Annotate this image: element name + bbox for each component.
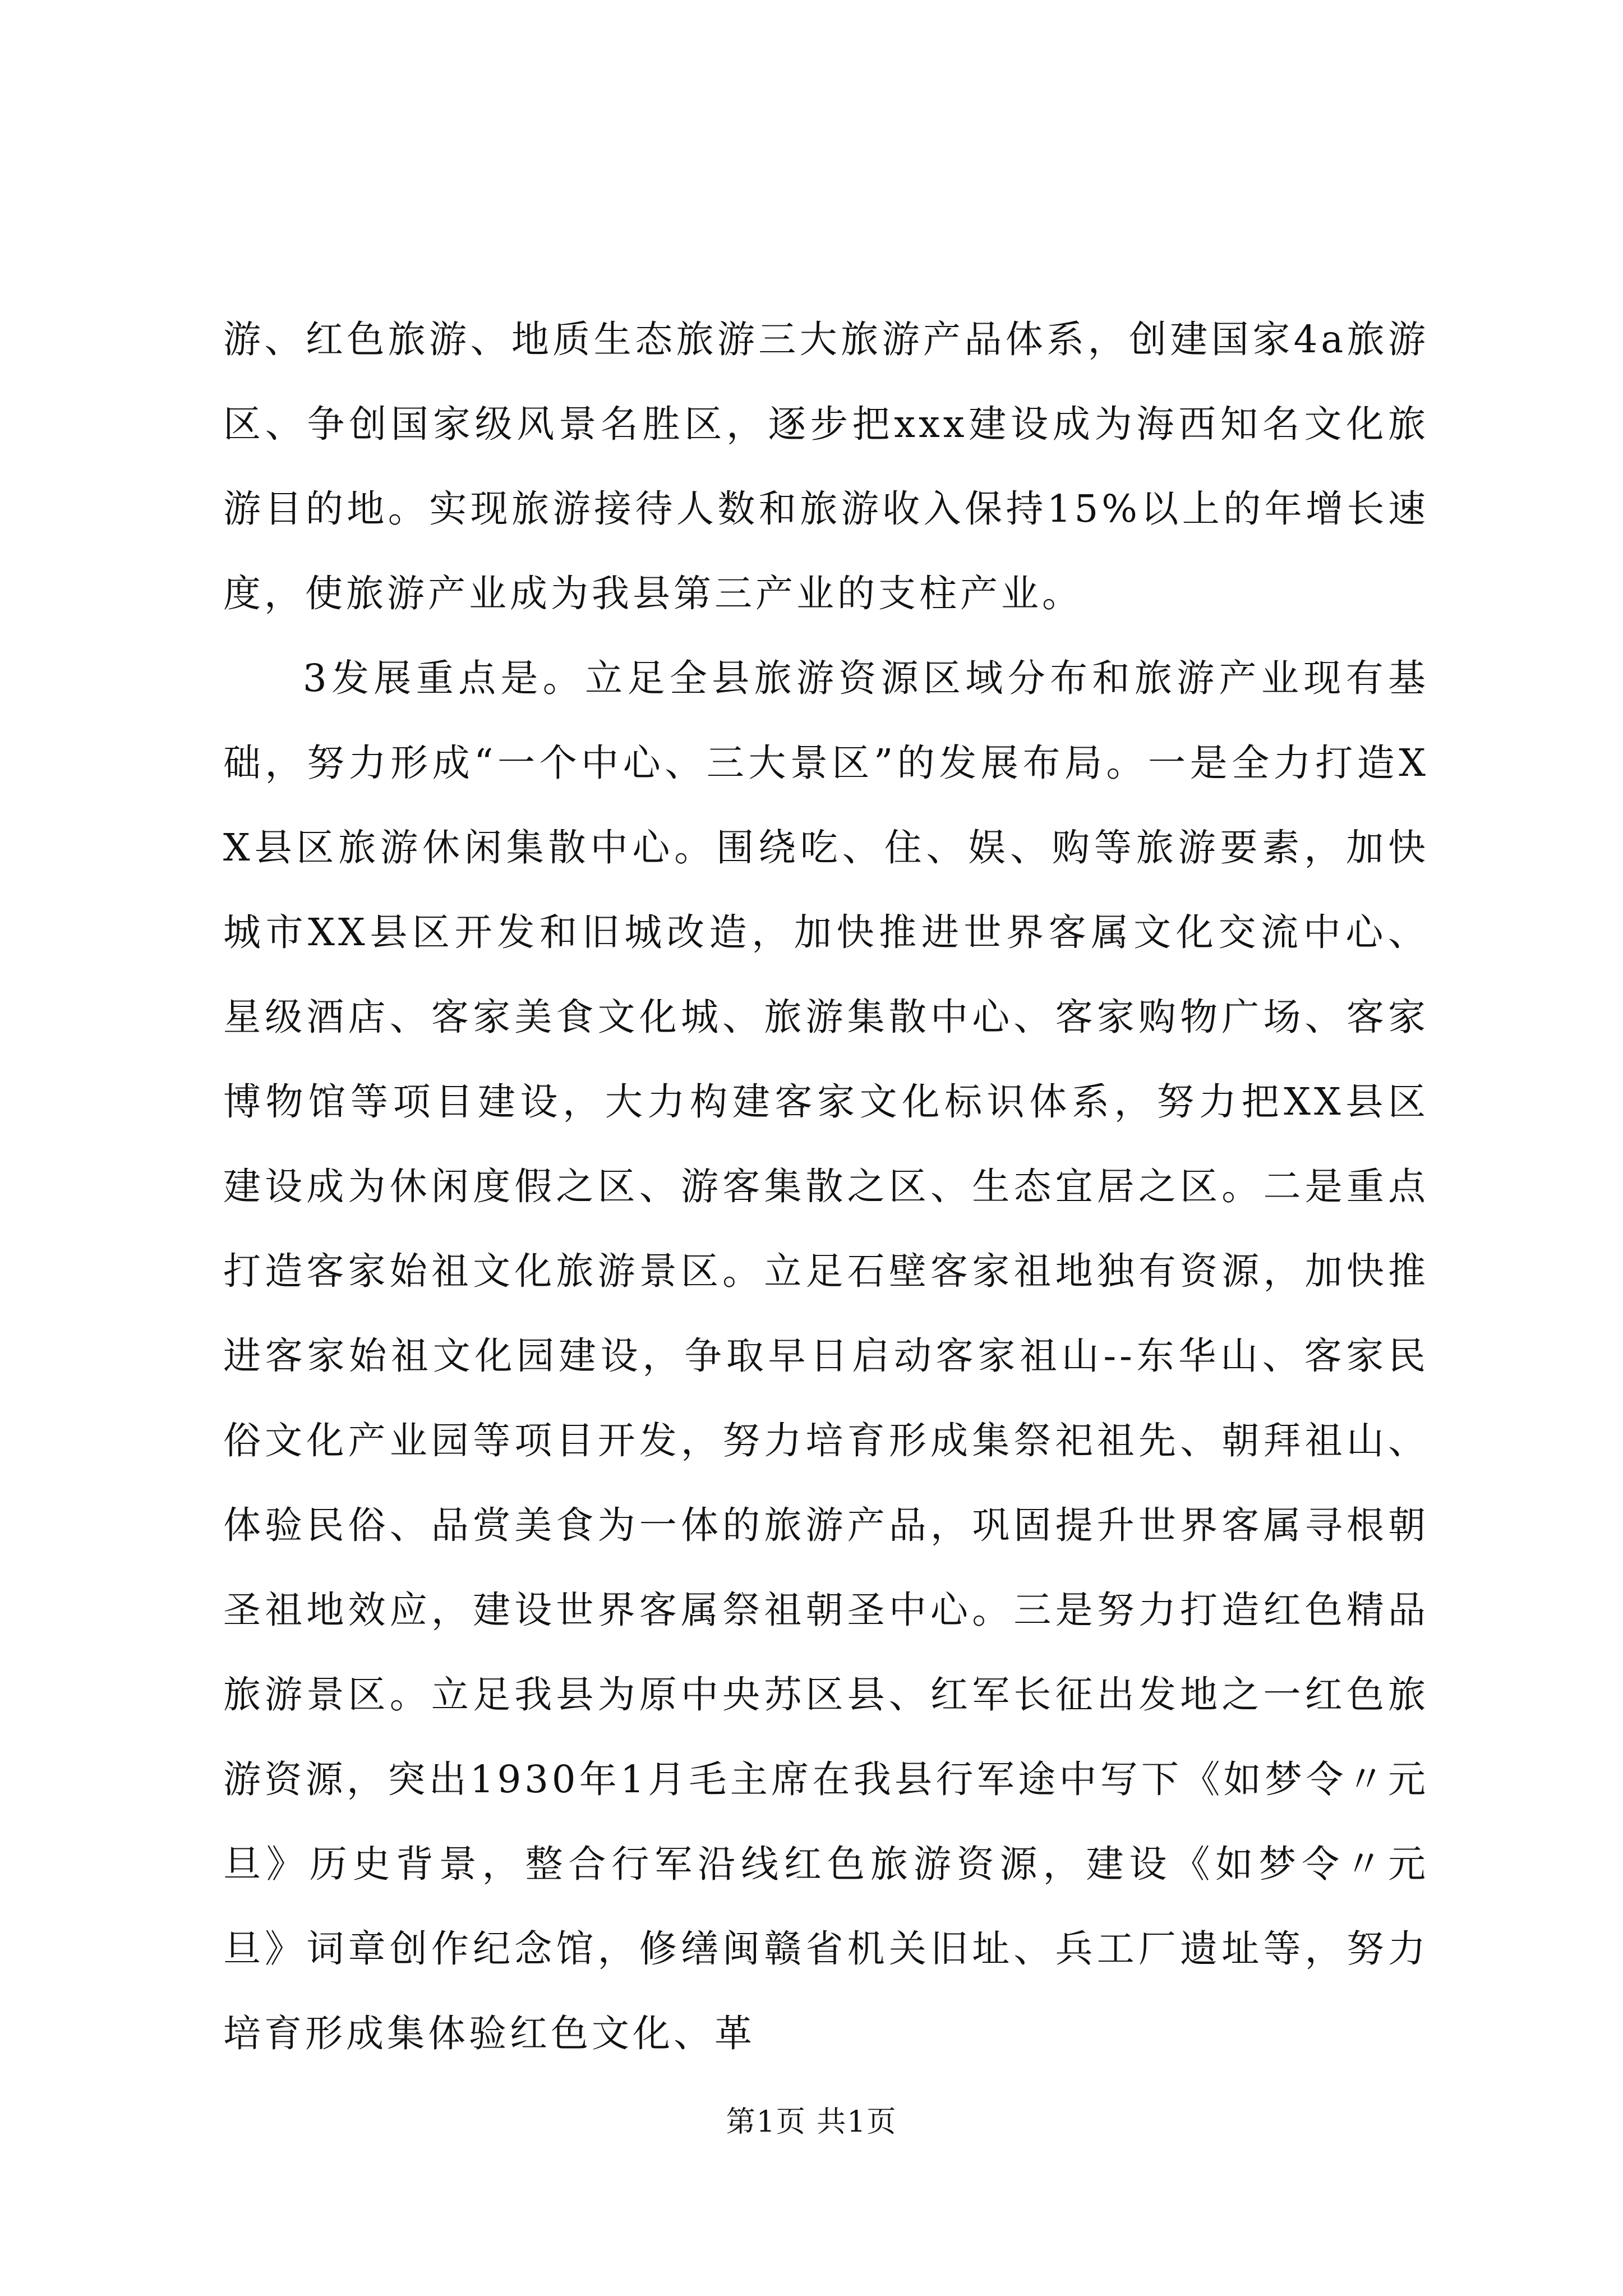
paragraph-1: 游、红色旅游、地质生态旅游三大旅游产品体系，创建国家4a旅游区、争创国家级风景名胜区，逐步把xxx建设成为海西知名文化旅游目的地。实现旅游接待人数和旅游收入保持15%以上的年增长速度，使旅游产业成为我县第三产业的支柱产业。 (223, 318, 1429, 615)
page-footer: 第1页 共1页 (726, 2105, 897, 2139)
paragraph-2: 3发展重点是。立足全县旅游资源区域分布和旅游产业现有基础，努力形成“一个中心、三大景区”的发展布局。一是全力打造XX县区旅游休闲集散中心。围绕吃、住、娱、购等旅游要素，加快城市XX县区开发和旧城改造，加快推进世界客属文化交流中心、星级酒店、客家美食文化城、旅游集散中心、客家购物广场、客家博物馆等项目建设，大力构建客家文化标识体系，努力把XX县区建设成为休闲度假之区、游客集散之区、生态宜居之区。二是重点打造客家始祖文化旅游景区。立足石壁客家祖地独有资源，加快推进客家始祖文化园建设，争取早日启动客家祖山--东华山、客家民俗文化产业园等项目开发，努力培育形成集祭祀祖先、朝拜祖山、体验民俗、品赏美食为一体的旅游产品，巩固提升世界客属寻根朝圣祖地效应，建设世界客属祭祖朝圣中心。三是努力打造红色精品旅游景区。立足我县为原中央苏区县、红军长征出发地之一红色旅游资源，突出1930年1月毛主席在我县行军途中写下《如梦令〃元旦》历史背景，整合行军沿线红色旅游资源，建设《如梦令〃元旦》词章创作纪念馆，修缮闽赣省机关旧址、兵工厂遗址等，努力培育形成集体验红色文化、革 (223, 656, 1429, 2055)
document-body (223, 297, 1429, 2076)
